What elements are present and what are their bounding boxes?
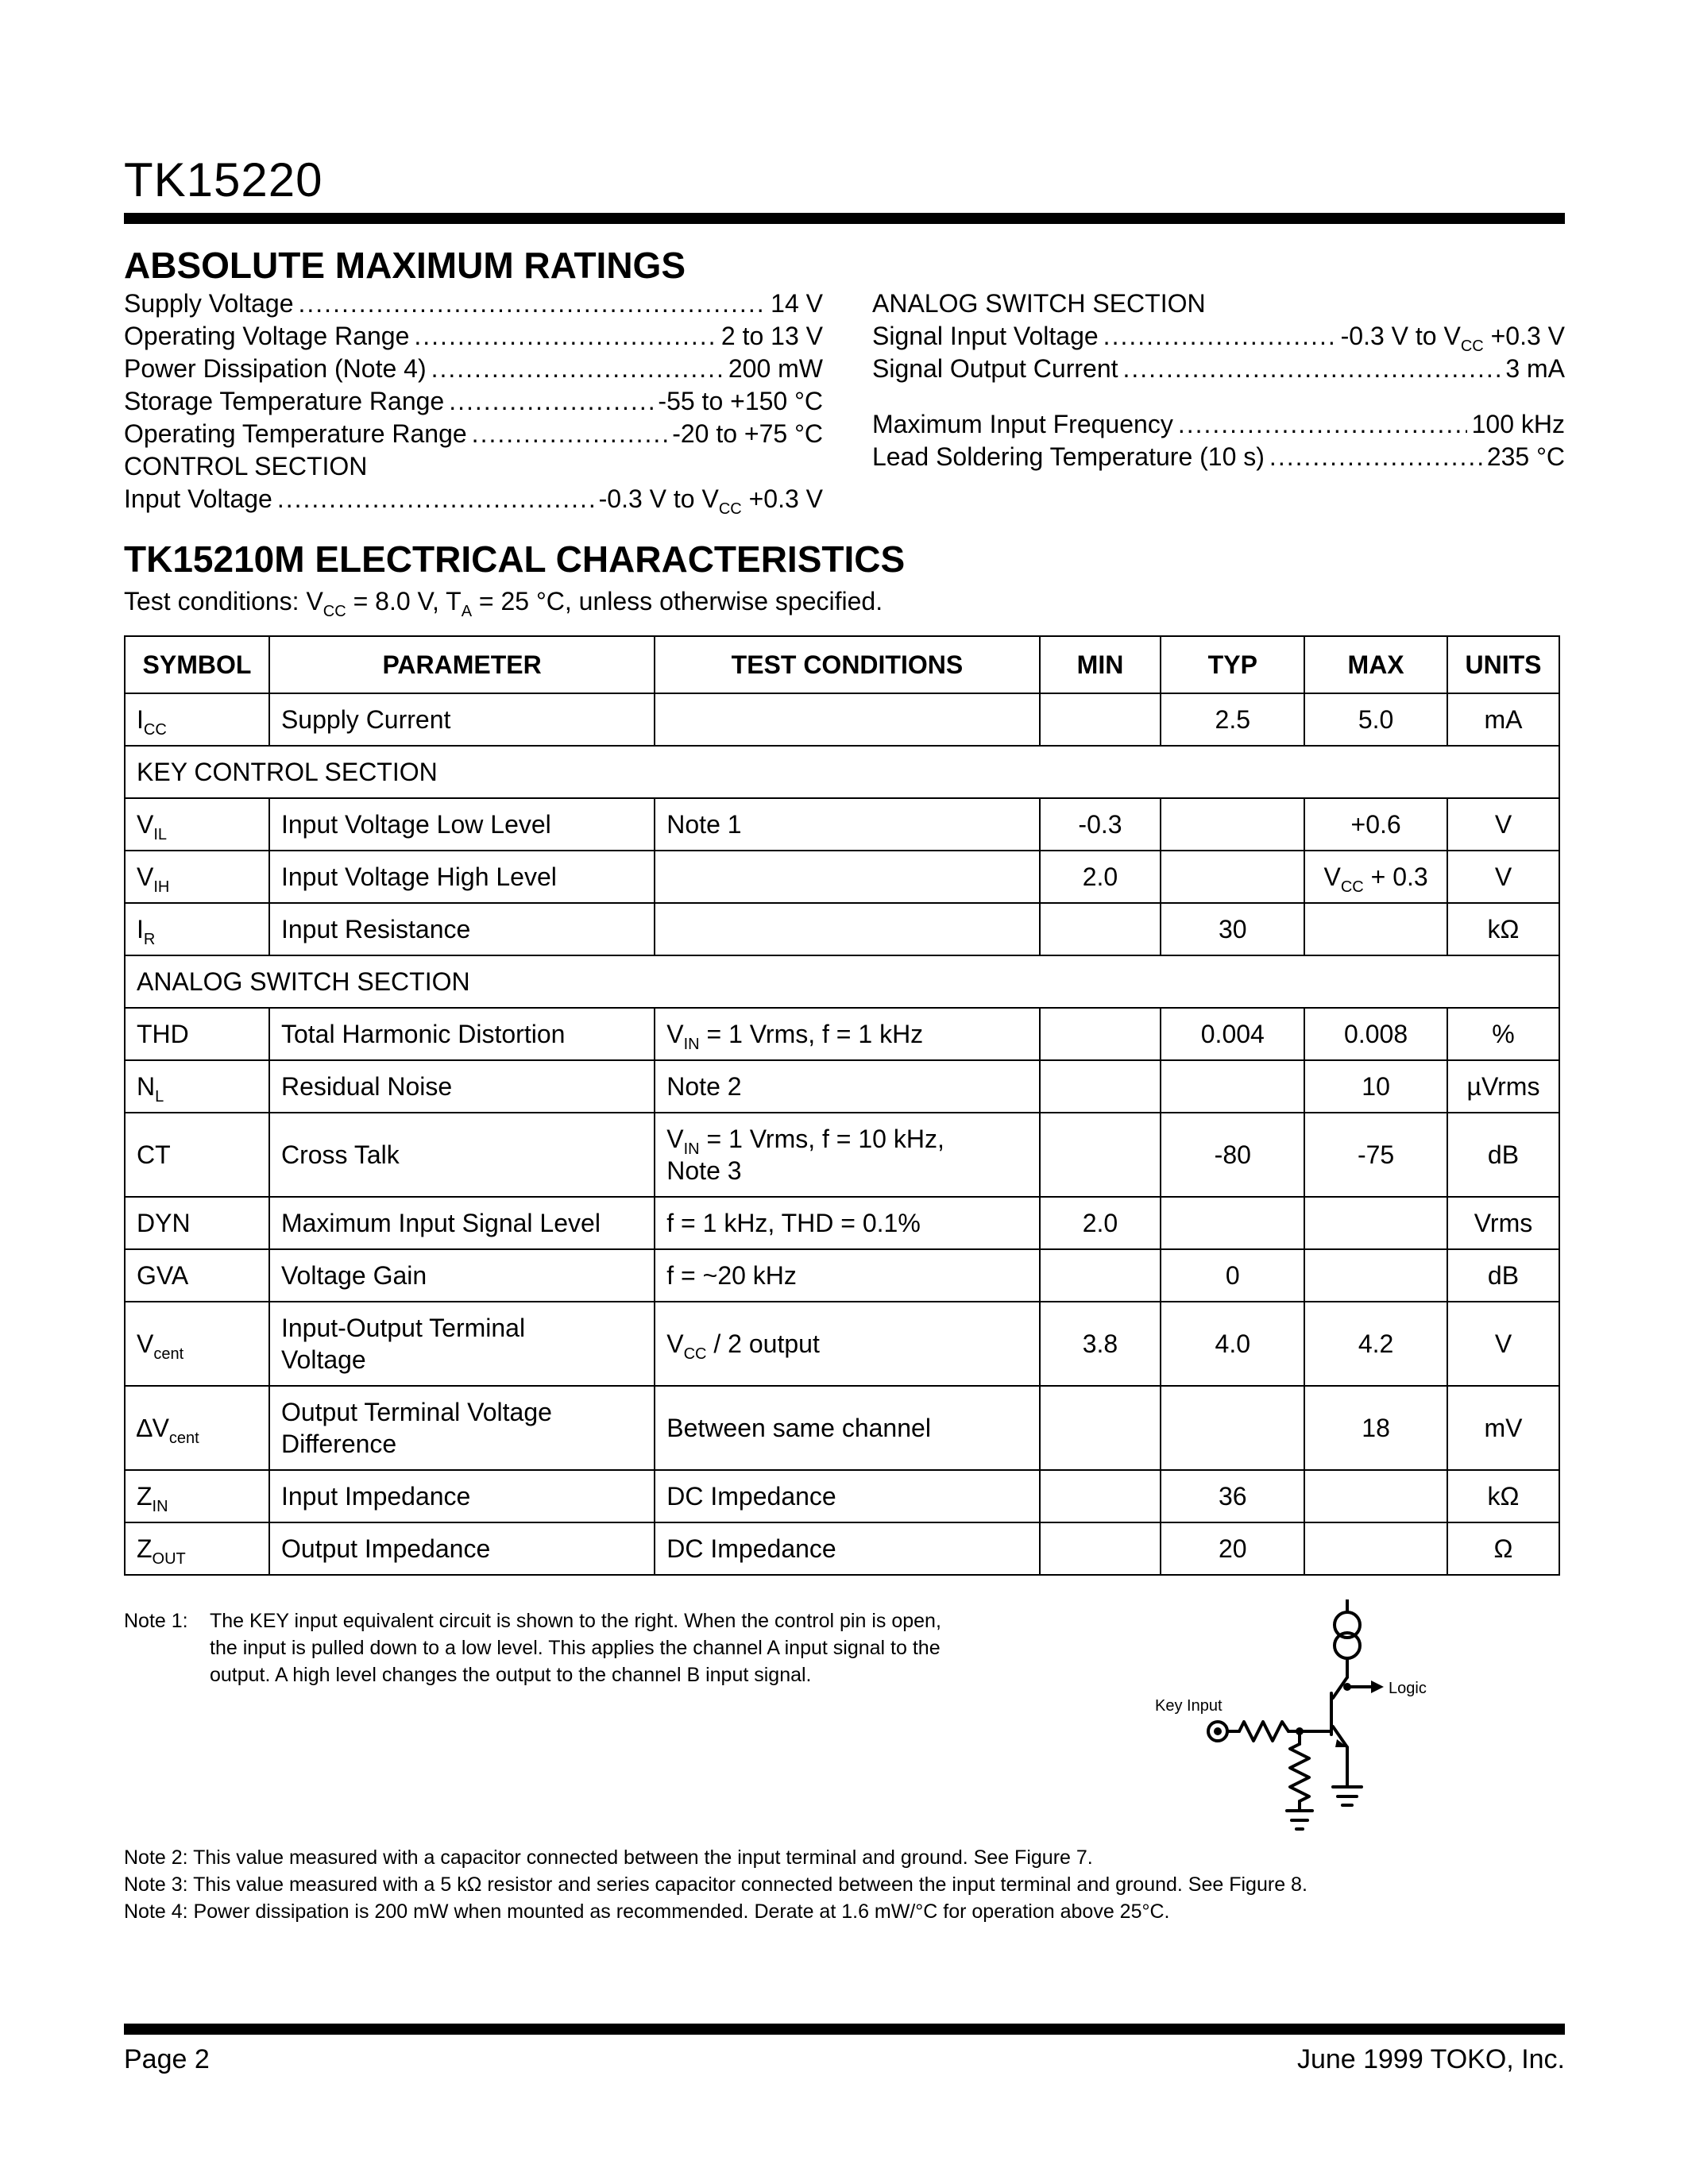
- parameter-cell: Input Voltage High Level: [269, 851, 655, 903]
- units-cell: kΩ: [1447, 1470, 1559, 1522]
- max-cell: $V_{CC} + 0.3$: [1304, 851, 1447, 903]
- min-cell: [1040, 1008, 1161, 1060]
- units-cell: dB: [1447, 1113, 1559, 1197]
- table-row: [125, 1113, 1559, 1197]
- units-cell: dB: [1447, 1249, 1559, 1302]
- table-row: [125, 1522, 1559, 1575]
- condition-cell: f = ~20 kHz: [655, 1249, 1039, 1302]
- rating-row: Signal Output Current ..... 3 mA: [872, 353, 1565, 385]
- column-header: SYMBOL: [125, 636, 269, 693]
- typ-cell: [1161, 851, 1304, 903]
- max-cell: 18: [1304, 1386, 1447, 1470]
- rating-row: Operating Temperature Range ..... -20 to +75 °C: [124, 418, 823, 450]
- condition-cell: [655, 693, 1039, 746]
- logic-label: Logic: [1389, 1680, 1427, 1697]
- table-row: [125, 1470, 1559, 1522]
- min-cell: -0.3: [1040, 798, 1161, 851]
- rating-row: Input Voltage ..... -0.3 V to $V_{CC} +0.3$ V: [124, 483, 823, 515]
- pulldown-resistor: [1290, 1744, 1309, 1801]
- condition-cell: DC Impedance: [655, 1522, 1039, 1575]
- note-1-tag: Note 1:: [124, 1610, 188, 1632]
- condition-cell: DC Impedance: [655, 1470, 1039, 1522]
- units-cell: µVrms: [1447, 1060, 1559, 1113]
- control-section-label: CONTROL SECTION: [124, 452, 368, 480]
- parameter-cell: Voltage Gain: [269, 1249, 655, 1302]
- note-4: Note 4: Power dissipation is 200 mW when mounted as recommended. Derate at 1.6 mW/°C for operation above 25°C.: [124, 1900, 1170, 1923]
- max-cell: -75: [1304, 1113, 1447, 1197]
- max-cell: 0.008: [1304, 1008, 1447, 1060]
- parameter-cell: Maximum Input Signal Level: [269, 1197, 655, 1249]
- min-cell: [1040, 693, 1161, 746]
- key-input-label: Key Input: [1155, 1697, 1223, 1715]
- max-cell: 10: [1304, 1060, 1447, 1113]
- units-cell: Vrms: [1447, 1197, 1559, 1249]
- note-1: [124, 1607, 974, 1688]
- table-row: [125, 1197, 1559, 1249]
- symbol-cell: $Z_{IN}$: [125, 1470, 269, 1522]
- typ-cell: [1161, 1386, 1304, 1470]
- rating-row: Signal Input Voltage ..... -0.3 V to $V_{CC} +0.3$ V: [872, 320, 1565, 353]
- header-rule: [124, 213, 1565, 224]
- symbol-cell: $V_{IH}$: [125, 851, 269, 903]
- logic-arrow-icon: [1371, 1680, 1384, 1693]
- table-row: [125, 1302, 1559, 1386]
- footer-rule: [124, 2024, 1565, 2035]
- units-cell: V: [1447, 851, 1559, 903]
- rating-row: Operating Voltage Range ..... 2 to 13 V: [124, 320, 823, 353]
- table-row: [125, 693, 1559, 746]
- analog-switch-section-label: ANALOG SWITCH SECTION: [125, 955, 1559, 1008]
- symbol-cell: $N_L$: [125, 1060, 269, 1113]
- series-resistor: [1239, 1722, 1288, 1741]
- parameter-cell: Output Terminal Voltage Difference: [269, 1386, 655, 1470]
- min-cell: [1040, 1522, 1161, 1575]
- base-junction-dot: [1296, 1727, 1304, 1735]
- parameter-cell: Output Impedance: [269, 1522, 655, 1575]
- typ-cell: 30: [1161, 903, 1304, 955]
- max-cell: [1304, 1249, 1447, 1302]
- column-header: UNITS: [1447, 636, 1559, 693]
- max-cell: +0.6: [1304, 798, 1447, 851]
- typ-cell: [1161, 798, 1304, 851]
- max-cell: 5.0: [1304, 693, 1447, 746]
- condition-cell: $V_{CC} / 2$ output: [655, 1302, 1039, 1386]
- document-title: TK15220: [124, 153, 323, 206]
- typ-cell: 0.004: [1161, 1008, 1304, 1060]
- parameter-cell: Input Voltage Low Level: [269, 798, 655, 851]
- table-header-row: [125, 636, 1559, 693]
- column-header: TYP: [1161, 636, 1304, 693]
- note-3: Note 3: This value measured with a 5 kΩ resistor and series capacitor connected between the input terminal and ground. See Figure 8.: [124, 1873, 1308, 1896]
- parameter-cell: Total Harmonic Distortion: [269, 1008, 655, 1060]
- notes-list: [124, 1844, 1308, 1925]
- logic-junction-dot: [1343, 1683, 1351, 1691]
- typ-cell: 36: [1161, 1470, 1304, 1522]
- rating-row: Lead Soldering Temperature (10 s) ..... 235 °C: [872, 441, 1565, 473]
- key-control-section-label: KEY CONTROL SECTION: [125, 746, 1559, 798]
- min-cell: 3.8: [1040, 1302, 1161, 1386]
- section-row: [125, 746, 1559, 798]
- column-header: TEST CONDITIONS: [655, 636, 1039, 693]
- condition-cell: Between same channel: [655, 1386, 1039, 1470]
- condition-cell: [655, 851, 1039, 903]
- condition-cell: Note 2: [655, 1060, 1039, 1113]
- symbol-cell: $\Delta V_{cent}$: [125, 1386, 269, 1470]
- footer-date-company: June 1999 TOKO, Inc.: [1296, 2044, 1565, 2074]
- max-cell: [1304, 1470, 1447, 1522]
- symbol-cell: DYN: [125, 1197, 269, 1249]
- table-row: [125, 1249, 1559, 1302]
- max-cell: [1304, 1522, 1447, 1575]
- note-2: Note 2: This value measured with a capacitor connected between the input terminal and ground. See Figure 7.: [124, 1846, 1093, 1869]
- min-cell: 2.0: [1040, 851, 1161, 903]
- table-row: [125, 798, 1559, 851]
- ratings-right-column: [872, 287, 1565, 473]
- table-row: [125, 903, 1559, 955]
- table-row: [125, 851, 1559, 903]
- test-conditions: Test conditions: $V_{CC} = 8.0$ V, $T_A = 25$ °C, unless otherwise specified.: [124, 587, 883, 620]
- typ-cell: [1161, 1197, 1304, 1249]
- parameter-cell: Input-Output Terminal Voltage: [269, 1302, 655, 1386]
- min-cell: [1040, 1060, 1161, 1113]
- parameter-cell: Supply Current: [269, 693, 655, 746]
- rating-row: Maximum Input Frequency ..... 100 kHz: [872, 408, 1565, 441]
- electrical-characteristics-table: [124, 635, 1560, 1576]
- min-cell: [1040, 1386, 1161, 1470]
- typ-cell: -80: [1161, 1113, 1304, 1197]
- condition-cell: $V_{IN} = 1$ Vrms, f = 10 kHz, Note 3: [655, 1113, 1039, 1197]
- typ-cell: 2.5: [1161, 693, 1304, 746]
- parameter-cell: Input Resistance: [269, 903, 655, 955]
- units-cell: mA: [1447, 693, 1559, 746]
- absolute-max-heading: ABSOLUTE MAXIMUM RATINGS: [124, 245, 686, 286]
- min-cell: 2.0: [1040, 1197, 1161, 1249]
- units-cell: mV: [1447, 1386, 1559, 1470]
- max-cell: 4.2: [1304, 1302, 1447, 1386]
- units-cell: Ω: [1447, 1522, 1559, 1575]
- symbol-cell: $Z_{OUT}$: [125, 1522, 269, 1575]
- key-input-terminal-inner: [1214, 1727, 1222, 1735]
- typ-cell: 0: [1161, 1249, 1304, 1302]
- table-row: [125, 1386, 1559, 1470]
- note-1-text: The KEY input equivalent circuit is shown to the right. When the control pin is open, the input is pulled down to a low level. This applies the channel A input signal to the output. A high level changes the output to the channel B input signal.: [210, 1610, 941, 1686]
- condition-cell: Note 1: [655, 798, 1039, 851]
- column-header: MIN: [1040, 636, 1161, 693]
- ratings-left-column: [124, 287, 823, 518]
- symbol-cell: $I_R$: [125, 903, 269, 955]
- min-cell: [1040, 1113, 1161, 1197]
- typ-cell: [1161, 1060, 1304, 1113]
- page-number: Page 2: [124, 2044, 210, 2074]
- condition-cell: [655, 903, 1039, 955]
- table-row: [125, 1060, 1559, 1113]
- min-cell: [1040, 903, 1161, 955]
- parameter-cell: Input Impedance: [269, 1470, 655, 1522]
- units-cell: kΩ: [1447, 903, 1559, 955]
- parameter-cell: Residual Noise: [269, 1060, 655, 1113]
- section-row: [125, 955, 1559, 1008]
- key-input-circuit-diagram: [1017, 1599, 1462, 1838]
- parameter-cell: Cross Talk: [269, 1113, 655, 1197]
- table-row: [125, 1008, 1559, 1060]
- units-cell: V: [1447, 1302, 1559, 1386]
- analog-section-label: ANALOG SWITCH SECTION: [872, 289, 1206, 318]
- rating-row: Storage Temperature Range ..... -55 to +150 °C: [124, 385, 823, 418]
- condition-cell: f = 1 kHz, THD = 0.1%: [655, 1197, 1039, 1249]
- symbol-cell: $V_{cent}$: [125, 1302, 269, 1386]
- symbol-cell: $I_{CC}$: [125, 693, 269, 746]
- min-cell: [1040, 1470, 1161, 1522]
- condition-cell: $V_{IN} = 1$ Vrms, f = 1 kHz: [655, 1008, 1039, 1060]
- max-cell: [1304, 1197, 1447, 1249]
- electrical-heading: TK15210M ELECTRICAL CHARACTERISTICS: [124, 538, 906, 580]
- rating-row: Power Dissipation (Note 4) ..... 200 mW: [124, 353, 823, 385]
- max-cell: [1304, 903, 1447, 955]
- rating-row: Supply Voltage ..... 14 V: [124, 287, 823, 320]
- symbol-cell: GVA: [125, 1249, 269, 1302]
- typ-cell: 4.0: [1161, 1302, 1304, 1386]
- units-cell: %: [1447, 1008, 1559, 1060]
- column-header: PARAMETER: [269, 636, 655, 693]
- symbol-cell: $V_{IL}$: [125, 798, 269, 851]
- typ-cell: 20: [1161, 1522, 1304, 1575]
- min-cell: [1040, 1249, 1161, 1302]
- units-cell: V: [1447, 798, 1559, 851]
- datasheet-page: [124, 0, 1565, 2184]
- column-header: MAX: [1304, 636, 1447, 693]
- symbol-cell: CT: [125, 1113, 269, 1197]
- symbol-cell: THD: [125, 1008, 269, 1060]
